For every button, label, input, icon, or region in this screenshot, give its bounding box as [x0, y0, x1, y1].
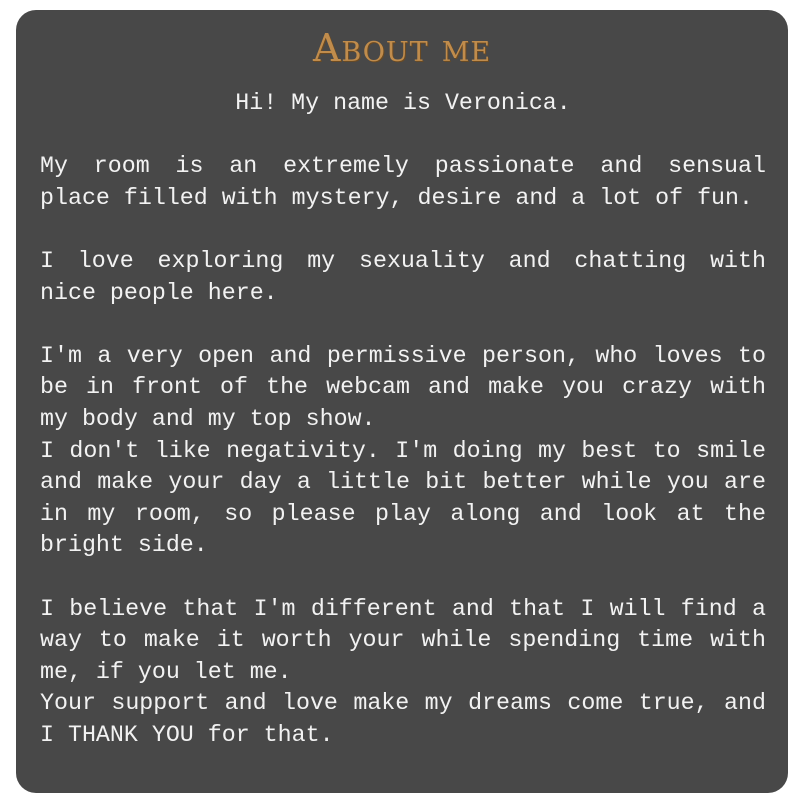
paragraph-thanks: Your support and love make my dreams come true, and I THANK YOU for that.: [40, 690, 766, 748]
paragraph-personality: I'm a very open and permissive person, who loves to be in front of the webcam and make you crazy with my body and my top show.: [40, 342, 766, 432]
paragraph-spacer: [40, 309, 766, 341]
about-me-title: About me: [312, 26, 492, 70]
paragraph-room-description: My room is an extremely passionate and sensual place filled with mystery, desire and a lot of fun.: [40, 153, 766, 211]
paragraph-spacer: [40, 562, 766, 594]
greeting-line: Hi! My name is Veronica.: [235, 90, 571, 116]
about-me-card: [16, 10, 788, 793]
paragraph-spacer: [40, 214, 766, 246]
paragraph-spacer: [40, 120, 766, 152]
paragraph-different: I believe that I'm different and that I will find a way to make it worth your while spending time with me, if you let me.: [40, 595, 766, 685]
paragraph-interests: I love exploring my sexuality and chatting with nice people here.: [40, 247, 766, 306]
about-me-body: [40, 88, 766, 751]
paragraph-negativity: I don't like negativity. I'm doing my best to smile and make your day a little bit better while you are in my room, so please play along and look at the bright side.: [40, 437, 766, 559]
